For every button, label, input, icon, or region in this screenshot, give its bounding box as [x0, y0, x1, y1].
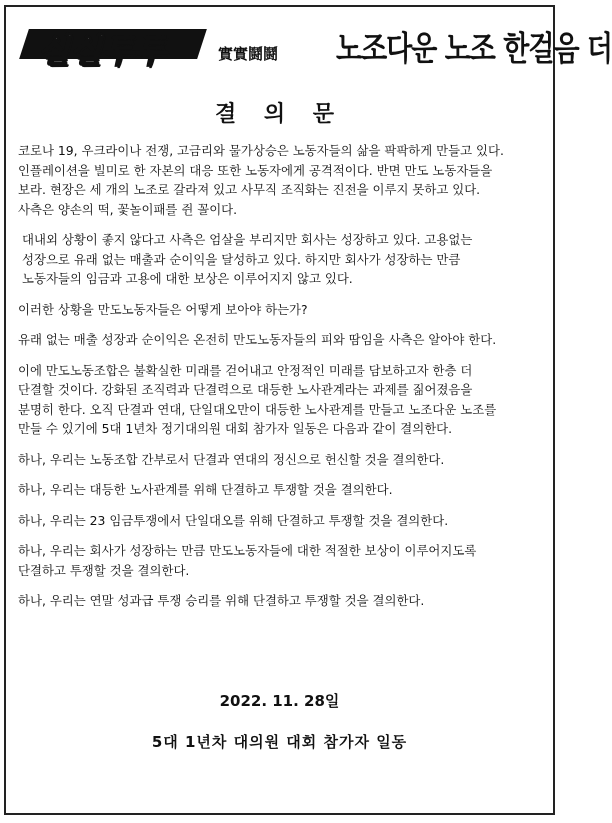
logo-text: 실실투투 — [38, 31, 166, 70]
paragraph — [18, 300, 545, 320]
paragraph-line: 인플레이션을 빌미로 한 자본의 대응 또한 노동자에게 공격적이다. 반면 만도 노동자들을 — [18, 162, 493, 178]
document-date: 2022. 11. 28일 — [219, 692, 340, 710]
paragraph-line: 하나, 우리는 23 임금투쟁에서 단일대오를 위해 단결하고 투쟁할 것을 결의한다. — [18, 512, 449, 528]
paragraph-line: 하나, 우리는 회사가 성장하는 만큼 만도노동자들에 대한 적절한 보상이 이루어지도록 — [18, 543, 477, 558]
paragraph-line: 이에 만도노동조합은 불확실한 미래를 걷어내고 안정적인 미래를 담보하고자 한층 더 — [18, 362, 473, 378]
paragraph-line: 단결할 것이다. 강화된 조직력과 단결력으로 대등한 노사관계라는 과제를 짊어졌음을 — [18, 382, 473, 397]
paragraph-line: 분명히 한다. 오직 단결과 연대, 단일대오만이 대등한 노사관계를 만들고 노조다운 노조를 — [18, 401, 497, 417]
paragraph-line: 유래 없는 매출 성장과 순이익은 온전히 만도노동자들의 피와 땀임을 사측은 알아야 한다. — [18, 332, 497, 347]
paragraph — [18, 591, 545, 611]
paragraph-line: 성장으로 유래 없는 매출과 순이익을 달성하고 있다. 하지만 회사가 성장하는 만큼 — [22, 251, 461, 267]
logo — [24, 21, 204, 70]
logo-hanja: 實實鬪鬪 — [218, 45, 279, 63]
paragraph — [18, 450, 545, 470]
paragraph-line: 노동자들의 임금과 고용에 대한 보상은 이루어지지 않고 있다. — [22, 271, 353, 286]
paragraph — [18, 480, 545, 500]
paragraph — [18, 330, 545, 350]
slogan: 노조다운 노조 한걸음 더 — [336, 29, 612, 69]
document-page — [4, 5, 612, 815]
paragraph — [18, 361, 545, 439]
paragraph-line: 대내외 상황이 좋지 않다고 사측은 엄살을 부리지만 회사는 성장하고 있다. 고용없는 — [22, 232, 473, 247]
paragraph-line: 하나, 우리는 연말 성과급 투쟁 승리를 위해 단결하고 투쟁할 것을 결의한다. — [18, 593, 425, 608]
paragraph-line: 코로나 19, 우크라이나 전쟁, 고금리와 물가상승은 노동자들의 삶을 팍팍하게 만들고 있다. — [18, 143, 504, 158]
paragraph-line: 이러한 상황을 만도노동자들은 어떻게 보아야 하는가? — [18, 301, 308, 317]
paragraph-line: 하나, 우리는 노동조합 간부로서 단결과 연대의 정신으로 헌신할 것을 결의한다. — [18, 451, 445, 467]
document-signature: 5대 1년차 대의원 대회 참가자 일동 — [151, 733, 408, 751]
paragraph — [18, 511, 545, 531]
paragraph-line: 하나, 우리는 대등한 노사관계를 위해 단결하고 투쟁할 것을 결의한다. — [18, 482, 393, 497]
paragraph-line: 보라. 현장은 세 개의 노조로 갈라져 있고 사무직 조직화는 진전을 이루지 못하고 있다. — [18, 182, 481, 197]
paragraph-line: 사측은 양손의 떡, 꽃놀이패를 쥔 꼴이다. — [18, 201, 238, 217]
paragraph — [18, 141, 545, 219]
paragraph — [18, 541, 545, 580]
document-title: 결 의 문 — [214, 102, 345, 127]
paragraph-line: 단결하고 투쟁할 것을 결의한다. — [18, 562, 190, 578]
document-body — [18, 141, 545, 622]
header — [6, 7, 612, 85]
paragraph-line: 만들 수 있기에 5대 1년차 정기대의원 대회 참가자 일동은 다음과 같이 결의한다. — [18, 421, 453, 436]
paragraph — [18, 230, 545, 289]
